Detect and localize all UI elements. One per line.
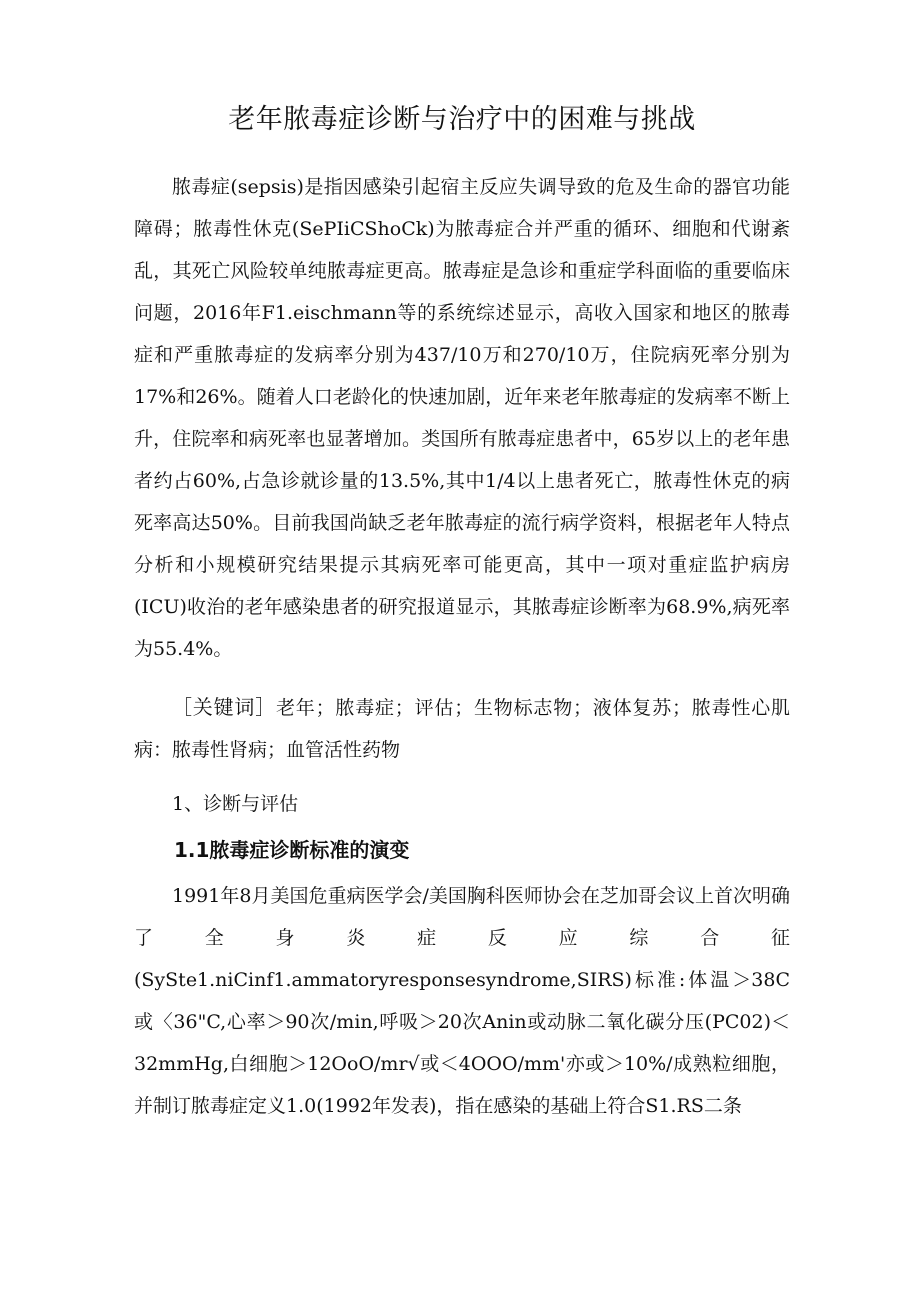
subsection-heading-1-1: 1.1脓毒症诊断标准的演变 [174, 838, 410, 862]
section-number: 1、 [172, 793, 204, 815]
keywords-text: 老年；脓毒症；评估；生物标志物；液体复苏；脓毒性心肌病：脓毒性肾病；血管活性药物 [134, 697, 790, 761]
keywords-label: ［关键词］ [172, 695, 276, 719]
section-title-rest: 与评估 [241, 793, 299, 815]
sirs-paragraph: 1991年8月美国危重病医学会/美国胸科医师协会在芝加哥会议上首次明确了全身炎症反应综合征(SySte1.niCinf1.ammatoryresponsesyndrome,SIRS)标准:体温＞38C或〈36"C,心率＞90次/min,呼吸＞20次Anin或动脉二氧化碳分压(PC02)＜32mmHg,白细胞＞12OoO/mr√或＜4OOO/mm'亦或＞10%/成熟粒细胞，并制订脓毒症定义1.0(1992年发表)，指在感染的基础上符合S1.RS二条 [134, 885, 790, 1117]
intro-paragraph: 脓毒症(sepsis)是指因感染引起宿主反应失调导致的危及生命的器官功能障碍；脓毒性休克(SePIiCShoCk)为脓毒症合并严重的循环、细胞和代谢紊乱，其死亡风险较单纯脓毒症更高。脓毒症是急诊和重症学科面临的重要临床问题，2016年F1.eischmann等的系统综述显示，高收入国家和地区的脓毒症和严重脓毒症的发病率分别为437/10万和270/10万，住院病死率分别为17%和26%。随着人口老龄化的快速加剧，近年来老年脓毒症的发病率不断上升，住院率和病死率也显著增加。类国所有脓毒症患者中，65岁以上的老年患者约占60%,占急诊就诊量的13.5%,其中1/4以上患者死亡，脓毒性休克的病死率高达50%。目前我国尚缺乏老年脓毒症的流行病学资料，根据老年人特点分析和小规模研究结果提示其病死率可能更高，其中一项对重症监护病房(ICU)收治的老年感染患者的研究报道显示，其脓毒症诊断率为68.9%,病死率为55.4%。 [134, 176, 790, 660]
section-heading-1 [134, 783, 790, 825]
document-title: 老年脓毒症诊断与治疗中的困难与挑战 [228, 104, 696, 135]
section-title-strong: 诊断 [203, 793, 242, 815]
keywords-paragraph [134, 686, 790, 771]
